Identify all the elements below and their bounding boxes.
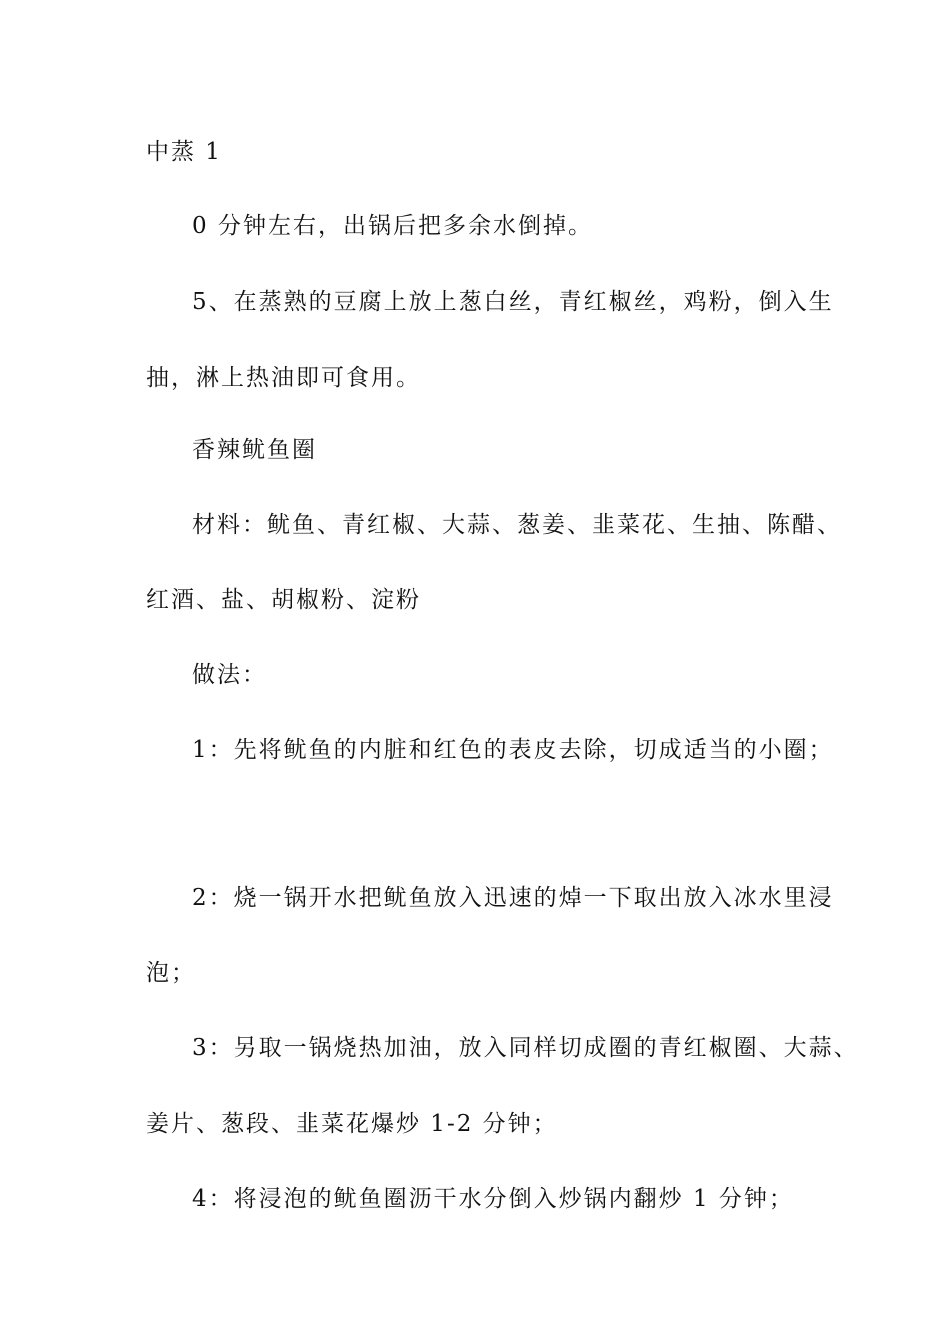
ingredients-line: 红酒、盐、胡椒粉、淀粉 [146, 587, 421, 613]
ingredients-line: 材料：鱿鱼、青红椒、大蒜、葱姜、韭菜花、生抽、陈醋、 [192, 512, 842, 538]
step-line: 2：烧一锅开水把鱿鱼放入迅速的焯一下取出放入冰水里浸 [192, 885, 834, 911]
step-line: 姜片、葱段、韭菜花爆炒 1-2 分钟； [146, 1111, 558, 1137]
text-line: 抽，淋上热油即可食用。 [146, 365, 421, 391]
text-line: 中蒸 1 [146, 139, 222, 165]
step-line: 1：先将鱿鱼的内脏和红色的表皮去除，切成适当的小圈； [192, 737, 834, 763]
text-line: 5、在蒸熟的豆腐上放上葱白丝，青红椒丝，鸡粉，倒入生 [192, 289, 834, 315]
recipe-title: 香辣鱿鱼圈 [192, 437, 317, 463]
step-line: 3：另取一锅烧热加油，放入同样切成圈的青红椒圈、大蒜、 [192, 1035, 859, 1061]
step-line: 4：将浸泡的鱿鱼圈沥干水分倒入炒锅内翻炒 1 分钟； [192, 1186, 794, 1212]
text-line: 0 分钟左右，出锅后把多余水倒掉。 [192, 213, 593, 239]
method-heading: 做法： [192, 662, 267, 688]
step-line: 泡； [146, 960, 196, 986]
